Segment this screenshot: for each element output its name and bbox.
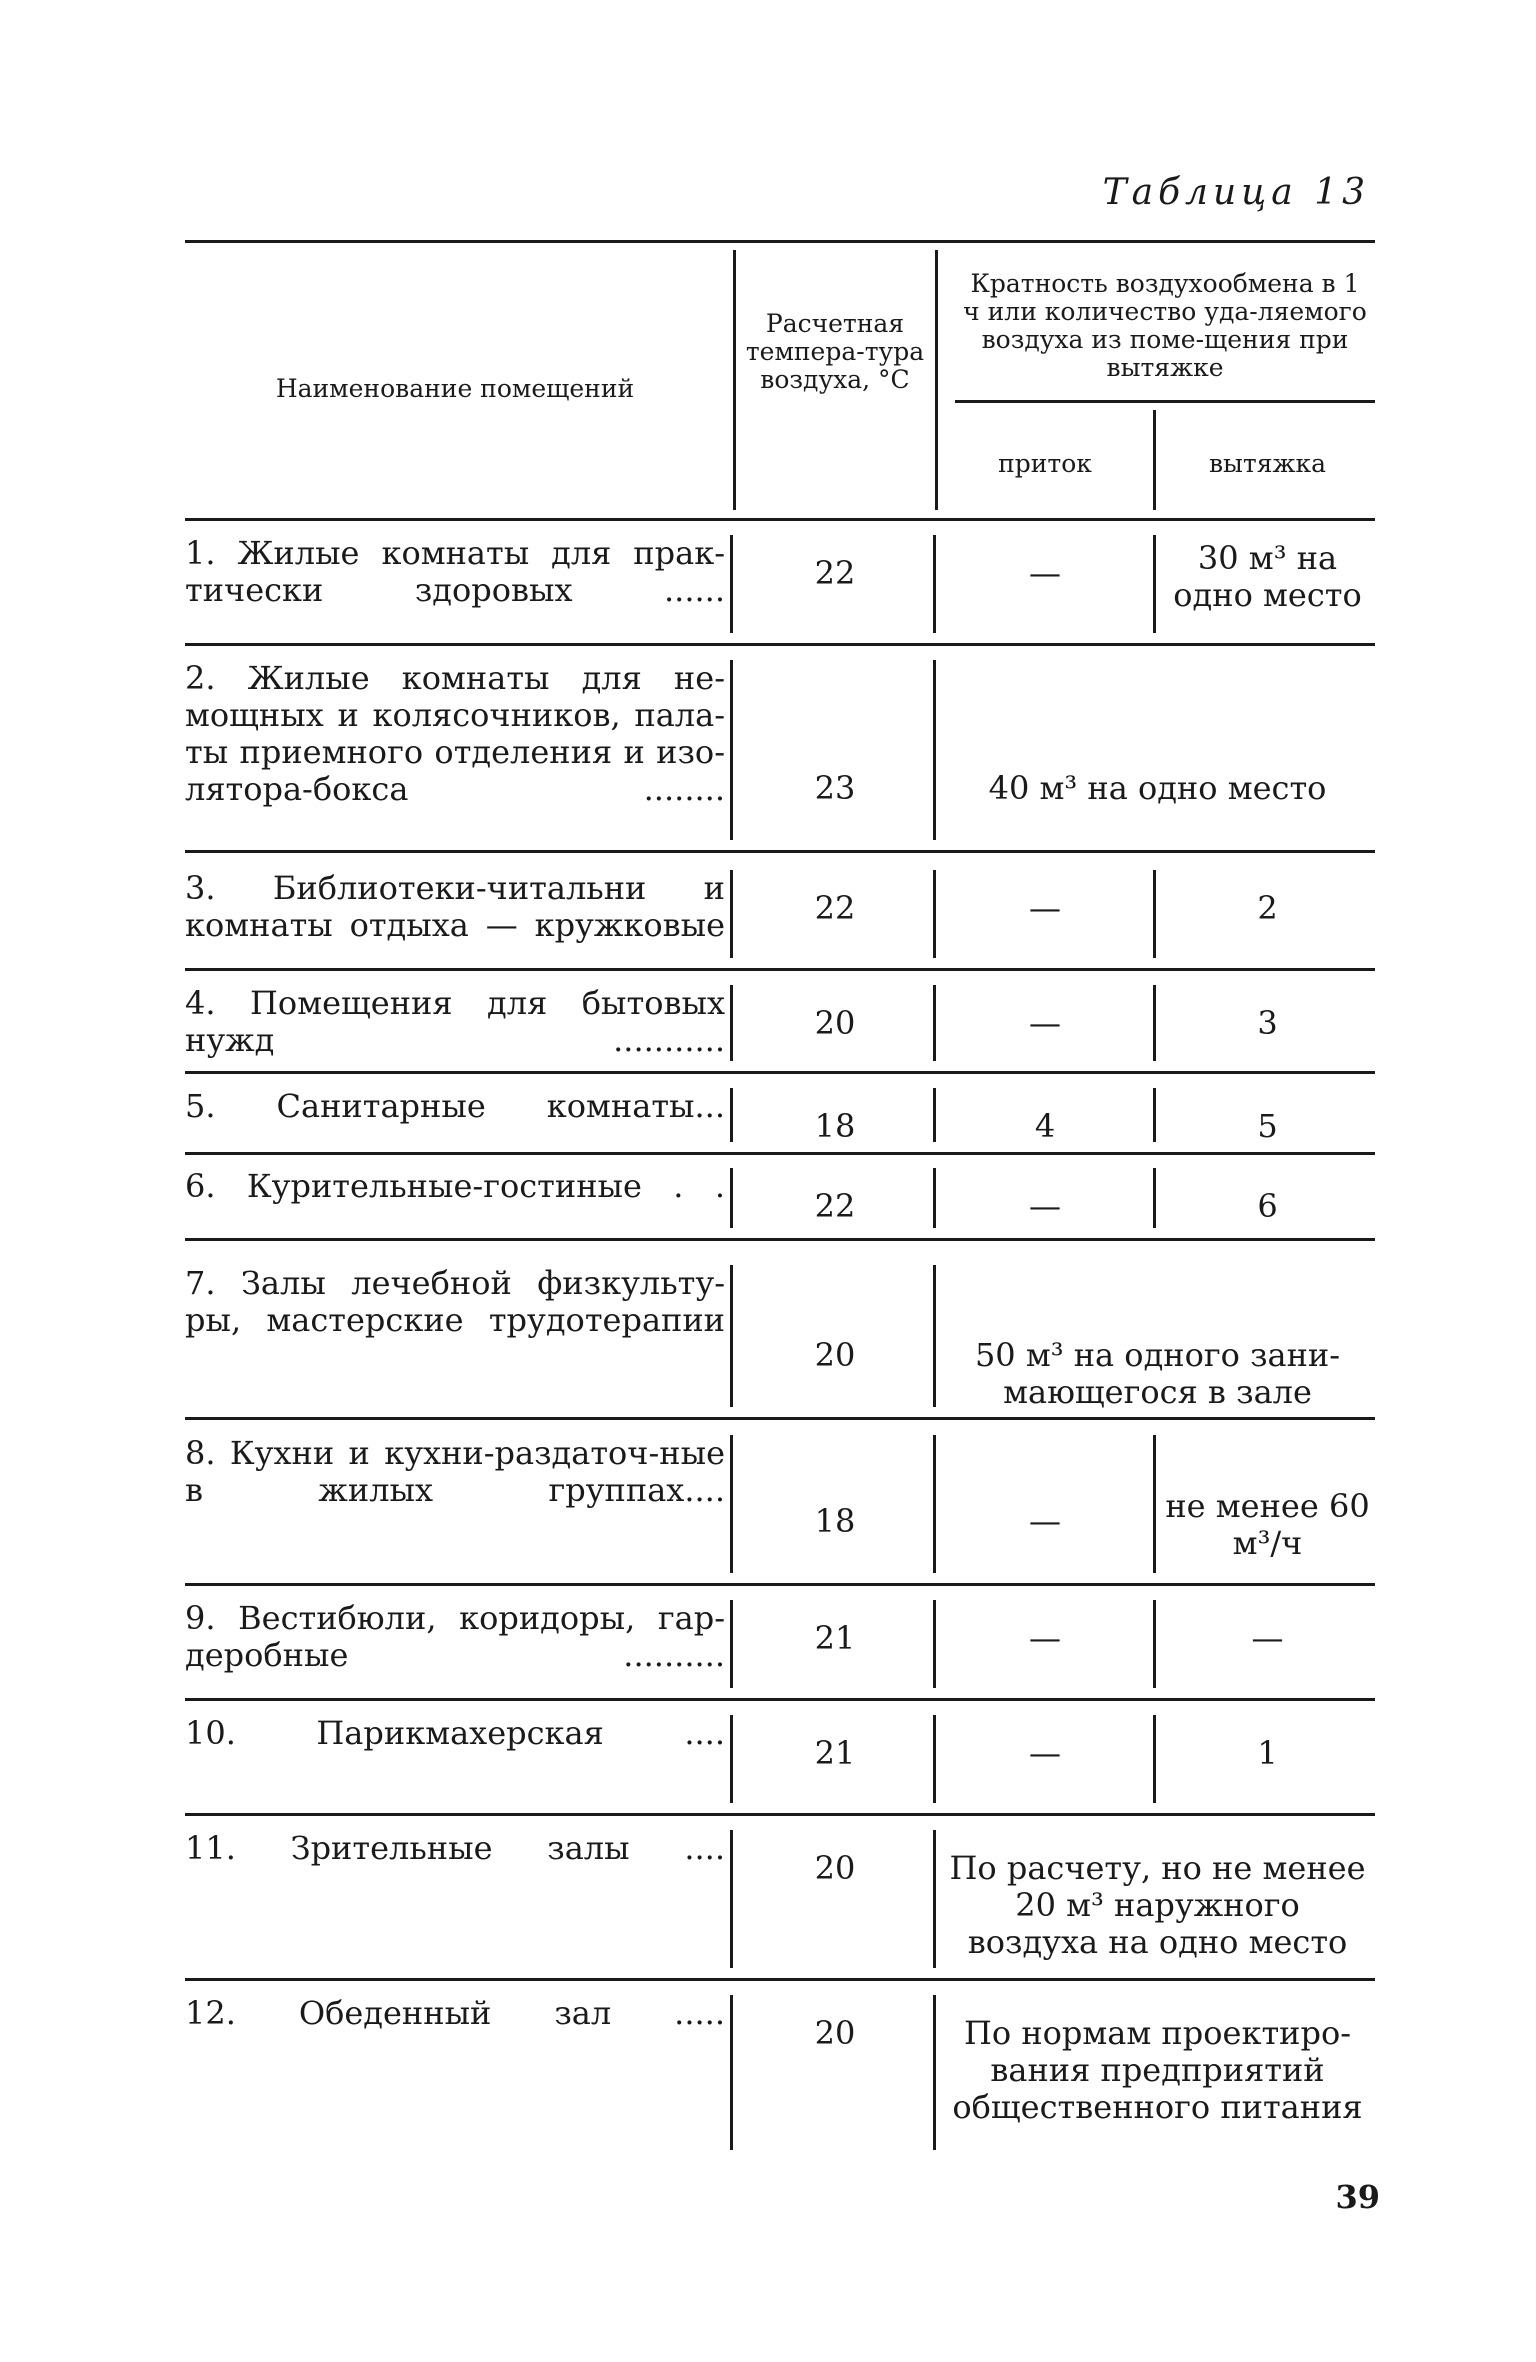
exhaust-value: 1 [1257, 1734, 1278, 1772]
supply-value: — [1029, 1502, 1061, 1540]
temperature-value: 22 [814, 1187, 856, 1225]
temperature-value: 20 [814, 1849, 856, 1887]
column-divider [730, 1600, 733, 1688]
room-name: 12. Обеденный зал ..... [185, 1994, 725, 2032]
row-rule [185, 1698, 1375, 1701]
column-divider [1153, 1715, 1156, 1803]
temperature-value: 20 [814, 1004, 856, 1042]
temperature-value: 18 [814, 1107, 856, 1145]
row-rule [185, 1417, 1375, 1420]
temperature-value: 21 [814, 1734, 856, 1772]
supply-value: — [1029, 1187, 1061, 1225]
row-rule [185, 1978, 1375, 1981]
temperature-value: 22 [814, 889, 856, 927]
column-divider [730, 1715, 733, 1803]
column-divider [730, 1995, 733, 2150]
header-supply: приток [998, 449, 1092, 478]
column-divider [1153, 1088, 1156, 1142]
header-temperature: Расчетная темпера-тура воздуха, °С [745, 309, 925, 394]
column-divider [730, 1830, 733, 1968]
table-title: Таблица 13 [1102, 172, 1370, 213]
air-exchange-combined: По расчету, но не менее 20 м³ наружного воздуха на одно место [949, 1849, 1366, 1961]
temperature-value: 23 [814, 769, 856, 807]
column-divider [933, 870, 936, 958]
column-divider [933, 1995, 936, 2150]
room-name: 10. Парикмахерская .... [185, 1714, 725, 1752]
row-rule [185, 1071, 1375, 1074]
air-exchange-combined: По нормам проектиро-вания предприятий общественного питания [952, 2014, 1363, 2126]
column-divider [730, 985, 733, 1061]
column-divider [1153, 1435, 1156, 1573]
exchange-subheader-rule [955, 400, 1375, 403]
row-rule [185, 1152, 1375, 1155]
row-rule [185, 1583, 1375, 1586]
room-name: 1. Жилые комнаты для прак-тически здоровых ...... [185, 534, 725, 609]
exhaust-value: — [1251, 1619, 1284, 1657]
room-name: 9. Вестибюли, коридоры, гар-деробные .......... [185, 1599, 725, 1674]
row-rule [185, 1238, 1375, 1241]
column-divider [730, 1435, 733, 1573]
room-name: 4. Помещения для бытовых нужд ........... [185, 984, 725, 1059]
column-divider [1153, 535, 1156, 633]
temperature-value: 18 [814, 1502, 856, 1540]
column-divider [730, 660, 733, 840]
column-divider [1153, 1600, 1156, 1688]
column-divider [730, 1088, 733, 1142]
exhaust-value: 6 [1257, 1187, 1278, 1225]
header-divider-1 [733, 250, 736, 510]
column-divider [933, 660, 936, 840]
header-exhaust: вытяжка [1208, 449, 1327, 478]
column-divider [933, 1600, 936, 1688]
column-divider [730, 1168, 733, 1228]
column-divider [730, 870, 733, 958]
row-rule [185, 643, 1375, 646]
temperature-value: 20 [814, 1336, 856, 1374]
exhaust-value: 2 [1257, 889, 1278, 927]
column-divider [730, 535, 733, 633]
room-name: 8. Кухни и кухни-раздаточ-ные в жилых группах.... [185, 1434, 725, 1509]
header-exchange: Кратность воздухообмена в 1 ч или количество уда-ляемого воздуха из поме-щения при вытяжке [963, 269, 1367, 382]
room-name: 6. Курительные-гостиные . . [185, 1167, 725, 1205]
supply-value: 4 [1034, 1107, 1056, 1145]
column-divider [933, 1715, 936, 1803]
room-name: 2. Жилые комнаты для не-мощных и колясочников, пала-ты приемного отделения и изо-лятора-бокса ........ [185, 659, 725, 808]
supply-value: — [1029, 1004, 1061, 1042]
page-number: 39 [1335, 2178, 1380, 2216]
column-divider [1153, 870, 1156, 958]
column-divider [730, 1265, 733, 1407]
column-divider [1153, 1168, 1156, 1228]
header-bottom-rule [185, 518, 1375, 521]
exhaust-value: 5 [1257, 1107, 1278, 1145]
row-rule [185, 1813, 1375, 1816]
column-divider [933, 1265, 936, 1407]
temperature-value: 21 [814, 1619, 856, 1657]
air-exchange-combined: 40 м³ на одно место [988, 769, 1327, 807]
supply-value: — [1029, 1734, 1061, 1772]
air-exchange-combined: 50 м³ на одного зани-мающегося в зале [974, 1336, 1341, 1411]
supply-value: — [1029, 1619, 1061, 1657]
row-rule [185, 850, 1375, 853]
column-divider [933, 1168, 936, 1228]
column-divider [933, 1435, 936, 1573]
column-divider [933, 985, 936, 1061]
column-divider [933, 1088, 936, 1142]
supply-value: — [1029, 889, 1061, 927]
column-divider [933, 1830, 936, 1968]
exhaust-value: 3 [1257, 1004, 1278, 1042]
temperature-value: 22 [814, 554, 856, 592]
room-name: 11. Зрительные залы .... [185, 1829, 725, 1867]
column-divider [933, 535, 936, 633]
exhaust-value: 30 м³ на одно место [1173, 539, 1362, 614]
supply-value: — [1029, 554, 1061, 592]
header-name: Наименование помещений [275, 374, 635, 403]
header-divider-2 [935, 250, 938, 510]
header-divider-3 [1153, 410, 1156, 510]
room-name: 3. Библиотеки-читальни и комнаты отдыха — кружковые [185, 869, 725, 944]
temperature-value: 20 [814, 2014, 856, 2052]
row-rule [185, 968, 1375, 971]
exhaust-value: не менее 60 м³/ч [1165, 1487, 1370, 1562]
room-name: 7. Залы лечебной физкульту-ры, мастерские трудотерапии [185, 1264, 725, 1339]
column-divider [1153, 985, 1156, 1061]
table-top-rule [185, 240, 1375, 243]
room-name: 5. Санитарные комнаты... [185, 1087, 725, 1125]
